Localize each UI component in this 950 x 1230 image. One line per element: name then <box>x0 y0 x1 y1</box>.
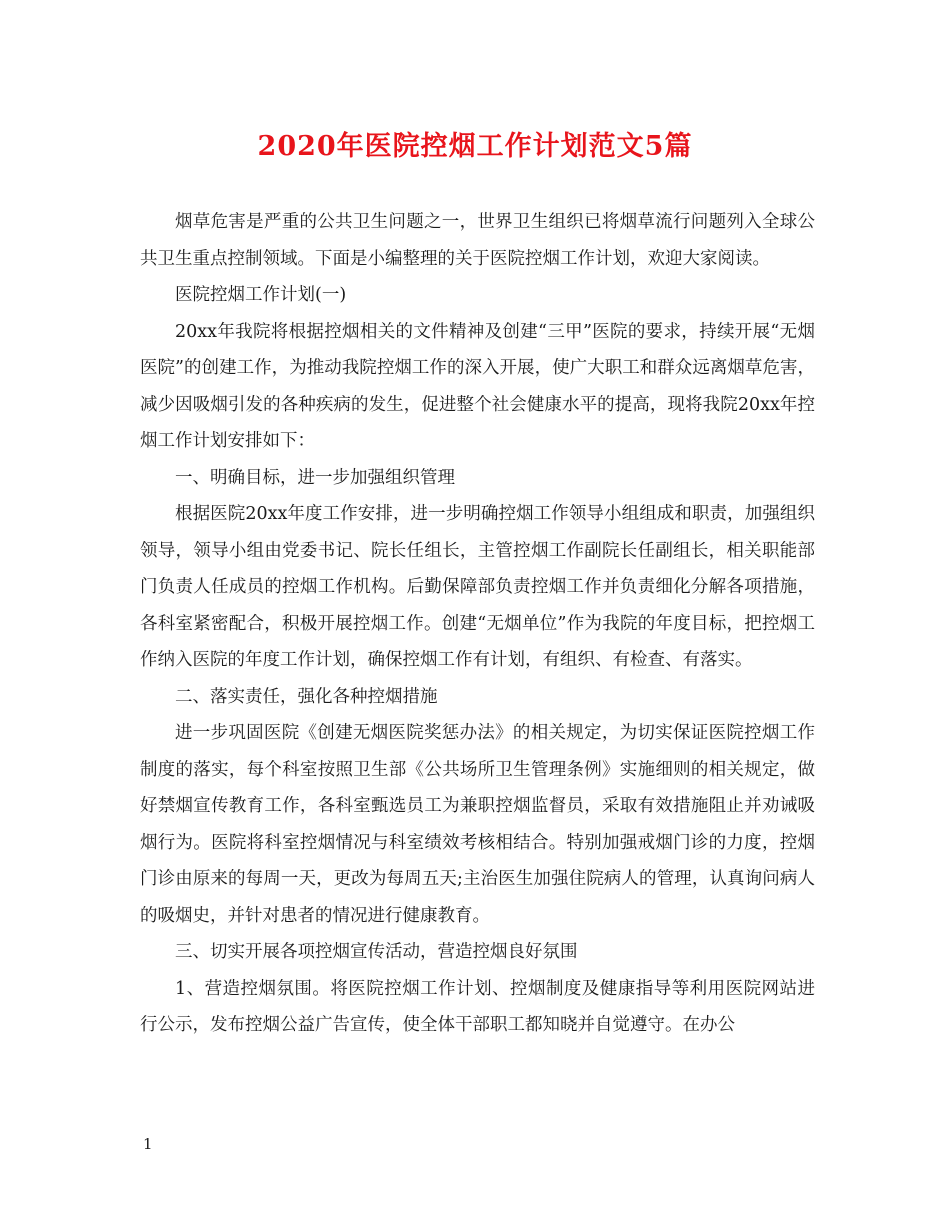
paragraph-responsibility: 进一步巩固医院《创建无烟医院奖惩办法》的相关规定，为切实保证医院控烟工作制度的落实，每个科室按照卫生部《公共场所卫生管理条例》实施细则的相关规定，做好禁烟宣传教育工作，各科室甄选员工为兼职控烟监督员，采取有效措施阻止并劝诫吸烟行为。医院将科室控烟情况与科室绩效考核相结合。特别加强戒烟门诊的力度，控烟门诊由原来的每周一天，更改为每周五天;主治医生加强住院病人的管理，认真询问病人的吸烟史，并针对患者的情况进行健康教育。 <box>140 723 815 926</box>
page-number: 1 <box>143 1135 153 1153</box>
section-heading-campaign: 三、切实开展各项控烟宣传活动，营造控烟良好氛围 <box>175 942 578 962</box>
section-heading-goals: 一、明确目标，进一步加强组织管理 <box>175 467 455 488</box>
paragraph-plan-overview: 20xx年我院将根据控烟相关的文件精神及创建“三甲”医院的要求，持续开展“无烟医院”的创建工作，为推动我院控烟工作的深入开展，使广大职工和群众远离烟草危害，减少因吸烟引发的各种疾病的发生，促进整个社会健康水平的提高，现将我院20xx年控烟工作计划安排如下： <box>140 321 815 451</box>
paragraph-campaign: 1、营造控烟氛围。将医院控烟工作计划、控烟制度及健康指导等利用医院网站进行公示，发布控烟公益广告宣传，使全体干部职工都知晓并自觉遵守。在办公 <box>140 978 815 1035</box>
document-body <box>140 204 815 1044</box>
document-title: 2020年医院控烟工作计划范文5篇 <box>257 131 693 162</box>
section-heading-plan-1: 医院控烟工作计划(一) <box>175 285 347 305</box>
paragraph-intro: 烟草危害是严重的公共卫生问题之一，世界卫生组织已将烟草流行问题列入全球公共卫生重点控制领域。下面是小编整理的关于医院控烟工作计划，欢迎大家阅读。 <box>140 212 815 269</box>
section-heading-responsibility: 二、落实责任，强化各种控烟措施 <box>175 686 438 707</box>
paragraph-goals: 根据医院20xx年度工作安排，进一步明确控烟工作领导小组组成和职责，加强组织领导，领导小组由党委书记、院长任组长，主管控烟工作副院长任副组长，相关职能部门负责人任成员的控烟工作机构。后勤保障部负责控烟工作并负责细化分解各项措施，各科室紧密配合，积极开展控烟工作。创建“无烟单位”作为我院的年度目标，把控烟工作纳入医院的年度工作计划，确保控烟工作有计划，有组织、有检查、有落实。 <box>140 504 815 670</box>
